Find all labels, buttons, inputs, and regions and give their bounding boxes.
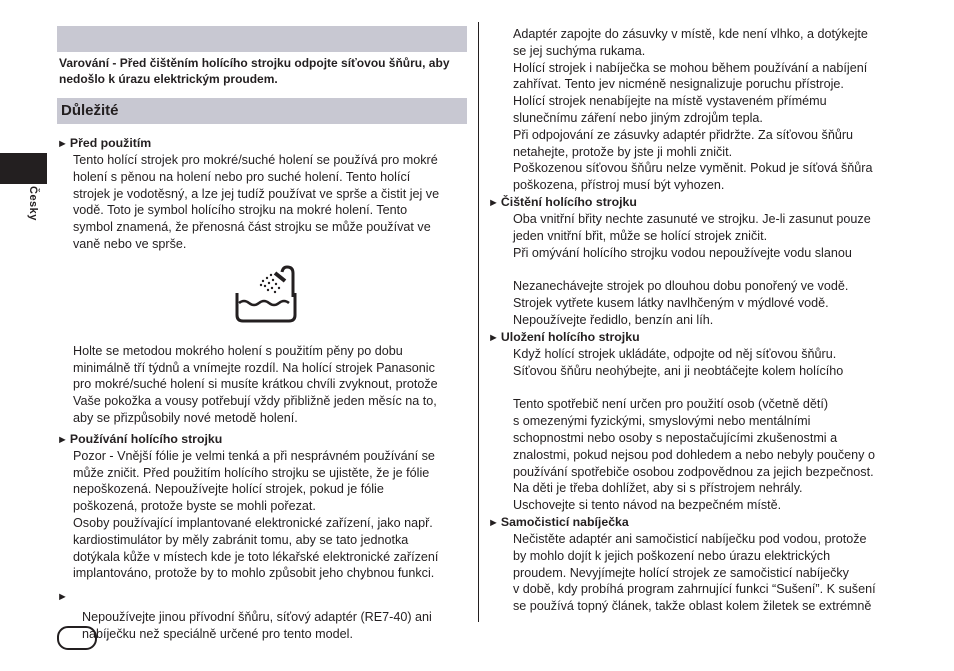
- arrow-icon: ►: [57, 591, 68, 604]
- storage-text: Když holící strojek ukládáte, odpojte od něj síťovou šňůru. Síťovou šňůru neohýbejte, ani ji neobtáčejte kolem holícího Tento spotřebič není určen pro použití osob (včetně dětí) s omezenými fyzickými, smyslovými nebo mentálními schopnostmi nebo osoby s nepostačujícími zkušenostmi a znalostmi, pokud nejsou pod dohledem a nebo nebyly poučeny o používání spotřebiče osobou zodpovědnou za jejich bezpečnost. Na děti je třeba dohlížet, aby si s přístrojem nehrály. Uschovejte si tento návod na bezpečném místě.: [513, 346, 875, 513]
- left-column: [57, 26, 469, 643]
- right-column: [488, 26, 908, 615]
- language-tab-label: Česky: [27, 186, 39, 221]
- page-number-oval: [57, 626, 97, 650]
- before-use-text: Tento holící strojek pro mokré/suché holení se používá pro mokré holení s pěnou na holení nebo pro suché holení. Tento holící strojek je vodotěsný, a lze jej tudíž používat ve sprše a čistit jej ve vodě. Toto je symbol holícího strojku na mokré holení. Tento symbol znamená, že přenosná část strojku se může používat ve vaně nebo ve sprše.: [73, 153, 440, 251]
- section-heading-cleaning: ► Čištění holícího strojku: [488, 194, 637, 209]
- arrow-icon: ►: [57, 138, 68, 150]
- important-heading: Důležité: [57, 98, 467, 124]
- language-tab: [0, 153, 47, 184]
- using-text: Pozor - Vnější fólie je velmi tenká a při nesprávném používání se může zničit. Před použitím holícího strojku se ujistěte, že je fólie nepoškozená. Nepoužívejte holící strojek, pokud je fólie poškozená, protože byste se mohli pořezat. Osoby používající implantované elektronické zařízení, jako např. kardiostimulátor by měly zabránit tomu, aby se tato jednotka dotýkala kůže v místech kde je toto lékařské elektronické zařízení implantováno, protože by to mohlo způsobit jeho chybnou funkci.: [73, 448, 439, 581]
- section-heading-storage: ► Uložení holícího strojku: [488, 329, 640, 344]
- section-heading-using: ► Používání holícího strojku: [57, 431, 223, 446]
- before-use-text-2: Holte se metodou mokrého holení s použitím pěny po dobu minimálně tří týdnů a vnímejte rozdíl. Na holící strojek Panasonic pro mokré/suché holení si musíte krátkou chvíli zvyknout, protože Vaše pokožka a vousy potřebují vždy přibližně jeden měsíc na to, aby se přizpůsobily nové metodě holení.: [73, 343, 438, 425]
- cleaning-text: Oba vnitřní břity nechte zasunuté ve strojku. Je-li zasunut pouze jeden vnitřní břit, může se holící strojek zničit. Při omývání holícího strojku vodou nepoužívejte vodu slanou Nezanechávejte strojek po dlouhou dobu ponořený ve vodě. Strojek vytřete kusem látky navlhčeným v mýdlové vodě. Nepoužívejte ředidlo, benzín ani líh.: [513, 211, 871, 327]
- section-heading-before-use: ► Před použitím: [57, 136, 152, 150]
- arrow-icon: ►: [488, 516, 499, 529]
- column-divider: [478, 22, 479, 622]
- arrow-icon: ►: [488, 331, 499, 344]
- cord-text: Nepoužívejte jinou přívodní šňůru, síťový adaptér (RE7-40) ani nabíječku než speciálně určené pro tento model.: [82, 610, 432, 641]
- station-text: Nečistěte adaptér ani samočisticí nabíječku pod vodou, protože by mohlo dojít k jejich poškození nebo úrazu elektrických proudem. Nevyjímejte holící strojek ze samočisticí nabíječky v době, kdy probíhá program zahrnující funkci “Sušení”. K sušení se používá topný článek, takže oblast kolem žiletek se extrémně: [513, 531, 876, 614]
- arrow-icon: ►: [57, 433, 68, 446]
- warning-bar: [57, 26, 467, 52]
- shower-bath-icon: [57, 253, 469, 343]
- arrow-icon: ►: [488, 196, 499, 209]
- section-heading-station: ► Samočisticí nabíječka: [488, 514, 629, 529]
- adapter-text: Adaptér zapojte do zásuvky v místě, kde není vlhko, a dotýkejte se jej suchýma rukama. Holící strojek i nabíječka se mohou během používání a nabíjení zahřívat. Tento jev nicméně nesignalizuje poruchu přístroje. Holící strojek nenabíjejte na místě vystaveném přímému slunečnímu záření nebo jiným zdrojům tepla. Při odpojování ze zásuvky adaptér přidržte. Za síťovou šňůru netahejte, protože by jste ji mohli zničit. Poškozenou síťovou šňůru nelze vyměnit. Pokud je síťová šňůra poškozena, přístroj musí být vyhozen.: [513, 27, 873, 193]
- section-heading-cord: [57, 588, 469, 605]
- warning-text: Varování - Před čištěním holícího strojku odpojte síťovou šňůru, aby nedošlo k úrazu elektrickým proudem.: [59, 56, 450, 86]
